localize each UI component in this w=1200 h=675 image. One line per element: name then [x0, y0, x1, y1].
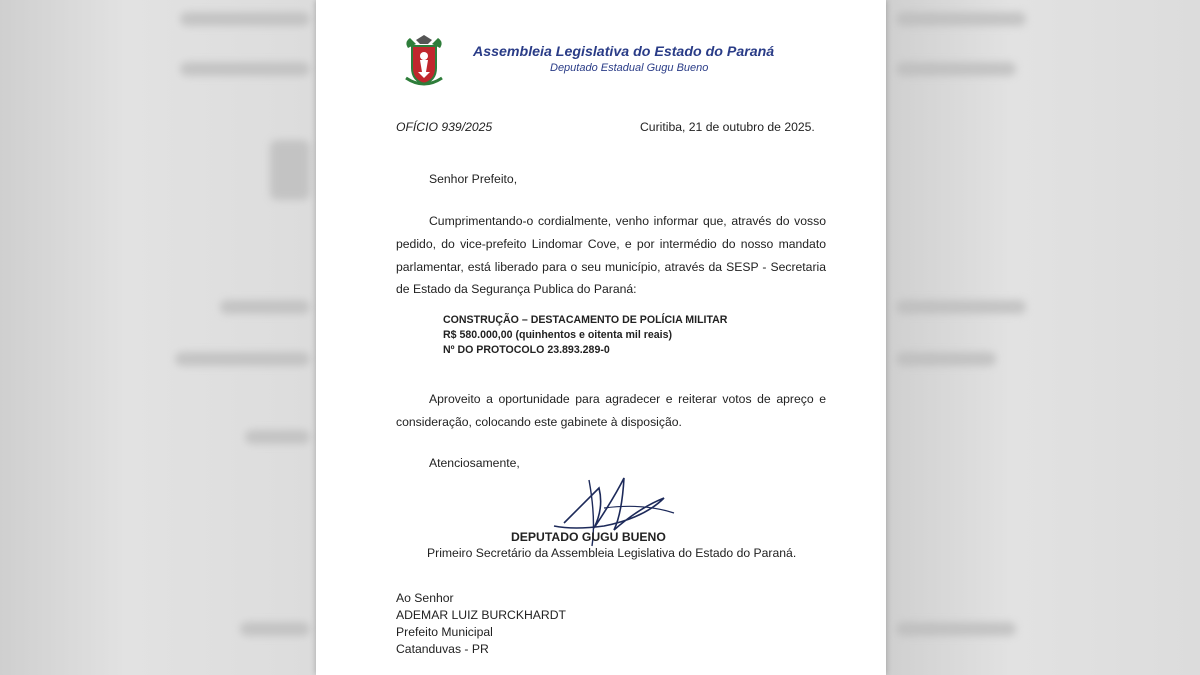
body-paragraph-1: Cumprimentando-o cordialmente, venho informar que, através do vosso pedido, do vice-prefeito Lindomar Cove, e por intermédio do nosso mandato parlamentar, está liberado para o seu município, através da SESP - Secretaria de Estado da Segurança Publica do Paraná: — [396, 214, 826, 297]
org-title: Assembleia Legislativa do Estado do Paraná — [473, 44, 775, 60]
recipient-name: ADEMAR LUIZ BURCKHARDT — [396, 608, 566, 622]
signer-name: DEPUTADO GUGU BUENO — [511, 530, 666, 544]
letter-reference: OFÍCIO 939/2025 — [396, 120, 493, 134]
letter-date: Curitiba, 21 de outubro de 2025. — [640, 120, 815, 134]
org-subtitle: Deputado Estadual Gugu Bueno — [550, 62, 709, 74]
letter-page — [316, 0, 886, 675]
closing: Atenciosamente, — [429, 456, 520, 470]
recipient-line-1: Ao Senhor — [396, 591, 454, 605]
recipient-title: Prefeito Municipal — [396, 625, 493, 639]
salutation: Senhor Prefeito, — [429, 172, 518, 186]
highlight-line-2: R$ 580.000,00 (quinhentos e oitenta mil reais) — [443, 329, 673, 341]
highlight-line-3: Nº DO PROTOCOLO 23.893.289-0 — [443, 344, 610, 356]
parana-coat-of-arms-icon — [402, 34, 446, 90]
body-paragraph-2: Aproveito a oportunidade para agradecer e reiterar votos de apreço e consideração, colocando este gabinete à disposição. — [396, 392, 826, 429]
signer-role: Primeiro Secretário da Assembleia Legislativa do Estado do Paraná. — [427, 546, 797, 560]
blurred-background-left — [0, 0, 316, 675]
recipient-city: Catanduvas - PR — [396, 642, 489, 656]
highlight-line-1: CONSTRUÇÃO – DESTACAMENTO DE POLÍCIA MILITAR — [443, 314, 728, 326]
blurred-background-right — [886, 0, 1200, 675]
